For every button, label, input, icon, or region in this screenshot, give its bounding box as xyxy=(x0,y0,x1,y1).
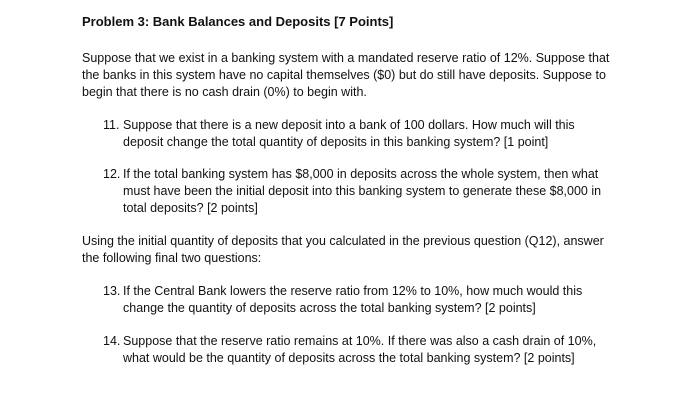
question-12 xyxy=(103,166,623,217)
question-text xyxy=(123,117,623,151)
question-number: 11. xyxy=(103,118,120,132)
transition-line: Using the initial quantity of deposits that you calculated in the previous question (Q12), answer xyxy=(82,234,604,248)
question-13 xyxy=(103,283,623,317)
question-line: deposit change the total quantity of deposits in this banking system? [1 point] xyxy=(123,135,549,149)
problem-title: Problem 3: Bank Balances and Deposits [7 Points] xyxy=(82,14,394,29)
question-line: total deposits? [2 points] xyxy=(123,201,258,215)
question-line: Suppose that the reserve ratio remains at 10%. If there was also a cash drain of 10%, xyxy=(123,334,597,348)
question-number: 13. xyxy=(103,284,121,298)
question-line: Suppose that there is a new deposit into a bank of 100 dollars. How much will this xyxy=(123,118,575,132)
question-number: 12. xyxy=(103,167,121,181)
transition-line: the following final two questions: xyxy=(82,251,262,265)
question-14 xyxy=(103,333,623,367)
question-text xyxy=(123,283,623,317)
question-text xyxy=(123,333,623,367)
question-number: 14. xyxy=(103,334,121,348)
intro-line: begin that there is no cash drain (0%) to begin with. xyxy=(82,85,367,99)
intro-paragraph xyxy=(82,50,642,101)
question-11 xyxy=(103,117,623,151)
question-line: If the Central Bank lowers the reserve ratio from 12% to 10%, how much would this xyxy=(123,284,583,298)
question-line: If the total banking system has $8,000 in deposits across the whole system, then what xyxy=(123,167,599,181)
question-line: change the quantity of deposits across the total banking system? [2 points] xyxy=(123,301,536,315)
question-line: what would be the quantity of deposits across the total banking system? [2 points] xyxy=(123,351,575,365)
question-line: must have been the initial deposit into this banking system to generate these $8,000 in xyxy=(123,184,602,198)
question-text xyxy=(123,166,623,217)
intro-line: the banks in this system have no capital themselves ($0) but do still have deposits. Suppose to xyxy=(82,68,606,82)
transition-paragraph xyxy=(82,233,642,267)
intro-line: Suppose that we exist in a banking system with a mandated reserve ratio of 12%. Suppose that xyxy=(82,51,610,65)
